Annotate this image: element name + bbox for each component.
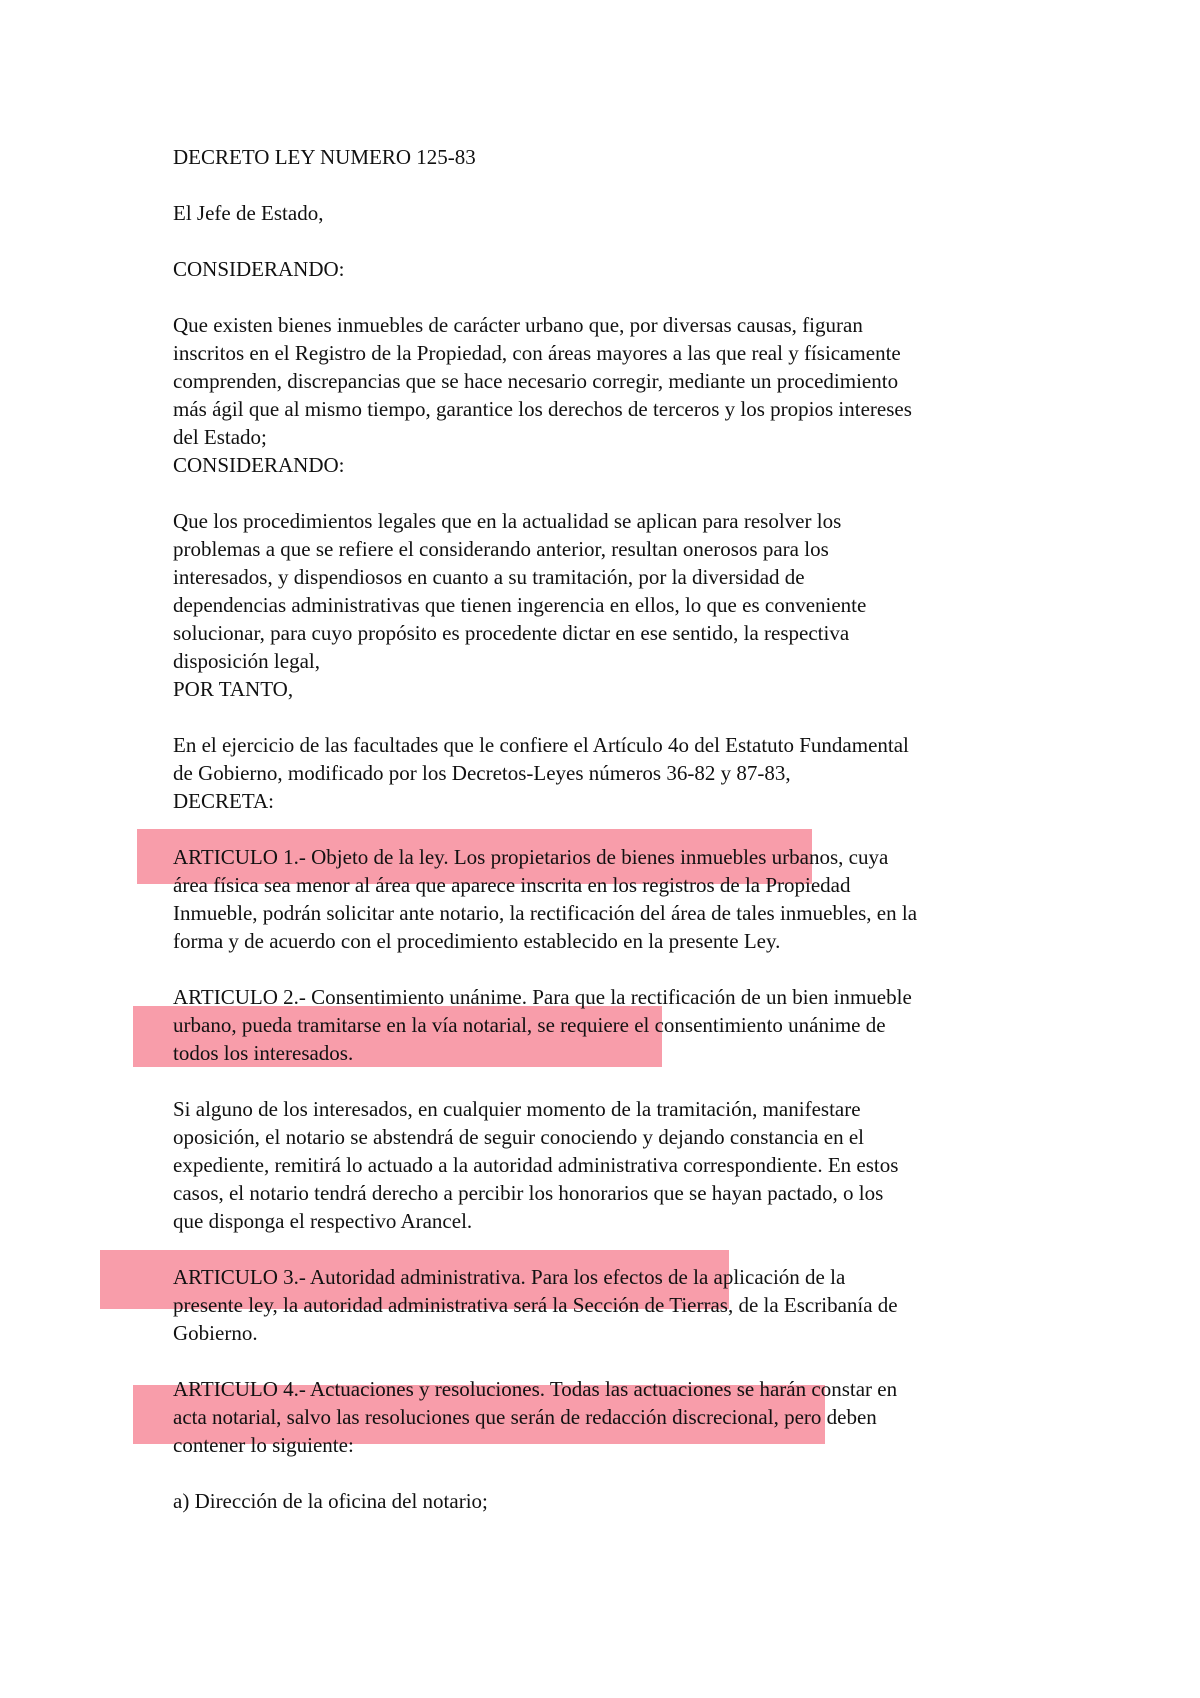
text-line: Que los procedimientos legales que en la actualidad se aplican para resolver los — [173, 509, 842, 533]
document-body — [173, 143, 1053, 1543]
text-line: acta notarial, salvo las resoluciones que serán de redacción discrecional, pero deben — [173, 1405, 877, 1429]
articulo-4 — [173, 1375, 1053, 1459]
text-line: interesados, y dispendiosos en cuanto a su tramitación, por la diversidad de — [173, 565, 805, 589]
text-line: dependencias administrativas que tienen ingerencia en ellos, lo que es conveniente — [173, 593, 867, 617]
por-tanto-heading: POR TANTO, — [173, 677, 294, 701]
document-title: DECRETO LEY NUMERO 125-83 — [173, 145, 476, 169]
text-line: ARTICULO 4.- Actuaciones y resoluciones. Todas las actuaciones se harán constar en — [173, 1377, 898, 1401]
text-line: Gobierno. — [173, 1321, 258, 1345]
text-line: Inmueble, podrán solicitar ante notario, la rectificación del área de tales inmuebles, en la — [173, 901, 918, 925]
text-line: contener lo siguiente: — [173, 1433, 354, 1457]
text-line: forma y de acuerdo con el procedimiento establecido en la presente Ley. — [173, 929, 781, 953]
text-line: expediente, remitirá lo actuado a la autoridad administrativa correspondiente. En estos — [173, 1153, 899, 1177]
text-line: solucionar, para cuyo propósito es procedente dictar en ese sentido, la respectiva — [173, 621, 850, 645]
considerando-heading: CONSIDERANDO: — [173, 453, 345, 477]
ejercicio-paragraph — [173, 731, 1053, 787]
addressee: El Jefe de Estado, — [173, 201, 324, 225]
text-line: que disponga el respectivo Arancel. — [173, 1209, 473, 1233]
text-line: casos, el notario tendrá derecho a percibir los honorarios que se hayan pactado, o los — [173, 1181, 884, 1205]
text-line: inscritos en el Registro de la Propiedad, con áreas mayores a las que real y físicamente — [173, 341, 901, 365]
text-line: del Estado; — [173, 425, 267, 449]
text-line: más ágil que al mismo tiempo, garantice los derechos de terceros y los propios intereses — [173, 397, 912, 421]
text-line: Si alguno de los interesados, en cualquier momento de la tramitación, manifestare — [173, 1097, 861, 1121]
text-line: oposición, el notario se abstendrá de seguir conociendo y dejando constancia en el — [173, 1125, 865, 1149]
text-line: presente ley, la autoridad administrativa será la Sección de Tierras, de la Escribanía de — [173, 1293, 898, 1317]
text-line: Que existen bienes inmuebles de carácter urbano que, por diversas causas, figuran — [173, 313, 863, 337]
articulo-1 — [173, 843, 1053, 955]
text-line: urbano, pueda tramitarse en la vía notarial, se requiere el consentimiento unánime de — [173, 1013, 886, 1037]
articulo-2 — [173, 983, 1053, 1067]
articulo-3 — [173, 1263, 1053, 1347]
text-line: área física sea menor al área que aparece inscrita en los registros de la Propiedad — [173, 873, 851, 897]
text-line: de Gobierno, modificado por los Decretos-Leyes números 36-82 y 87-83, — [173, 761, 791, 785]
text-line: ARTICULO 2.- Consentimiento unánime. Para que la rectificación de un bien inmueble — [173, 985, 912, 1009]
text-line: En el ejercicio de las facultades que le confiere el Artículo 4o del Estatuto Fundamental — [173, 733, 909, 757]
text-line: problemas a que se refiere el considerando anterior, resultan onerosos para los — [173, 537, 829, 561]
text-line: todos los interesados. — [173, 1041, 354, 1065]
articulo-2-paragraph — [173, 1095, 1053, 1235]
item-a: a) Dirección de la oficina del notario; — [173, 1489, 488, 1513]
text-line: comprenden, discrepancias que se hace necesario corregir, mediante un procedimiento — [173, 369, 899, 393]
considerando-paragraph — [173, 507, 1053, 675]
text-line: ARTICULO 3.- Autoridad administrativa. Para los efectos de la aplicación de la — [173, 1265, 846, 1289]
considerando-heading: CONSIDERANDO: — [173, 257, 345, 281]
text-line: disposición legal, — [173, 649, 320, 673]
considerando-paragraph — [173, 311, 1053, 451]
text-line: ARTICULO 1.- Objeto de la ley. Los propietarios de bienes inmuebles urbanos, cuya — [173, 845, 889, 869]
decreta-heading: DECRETA: — [173, 789, 274, 813]
